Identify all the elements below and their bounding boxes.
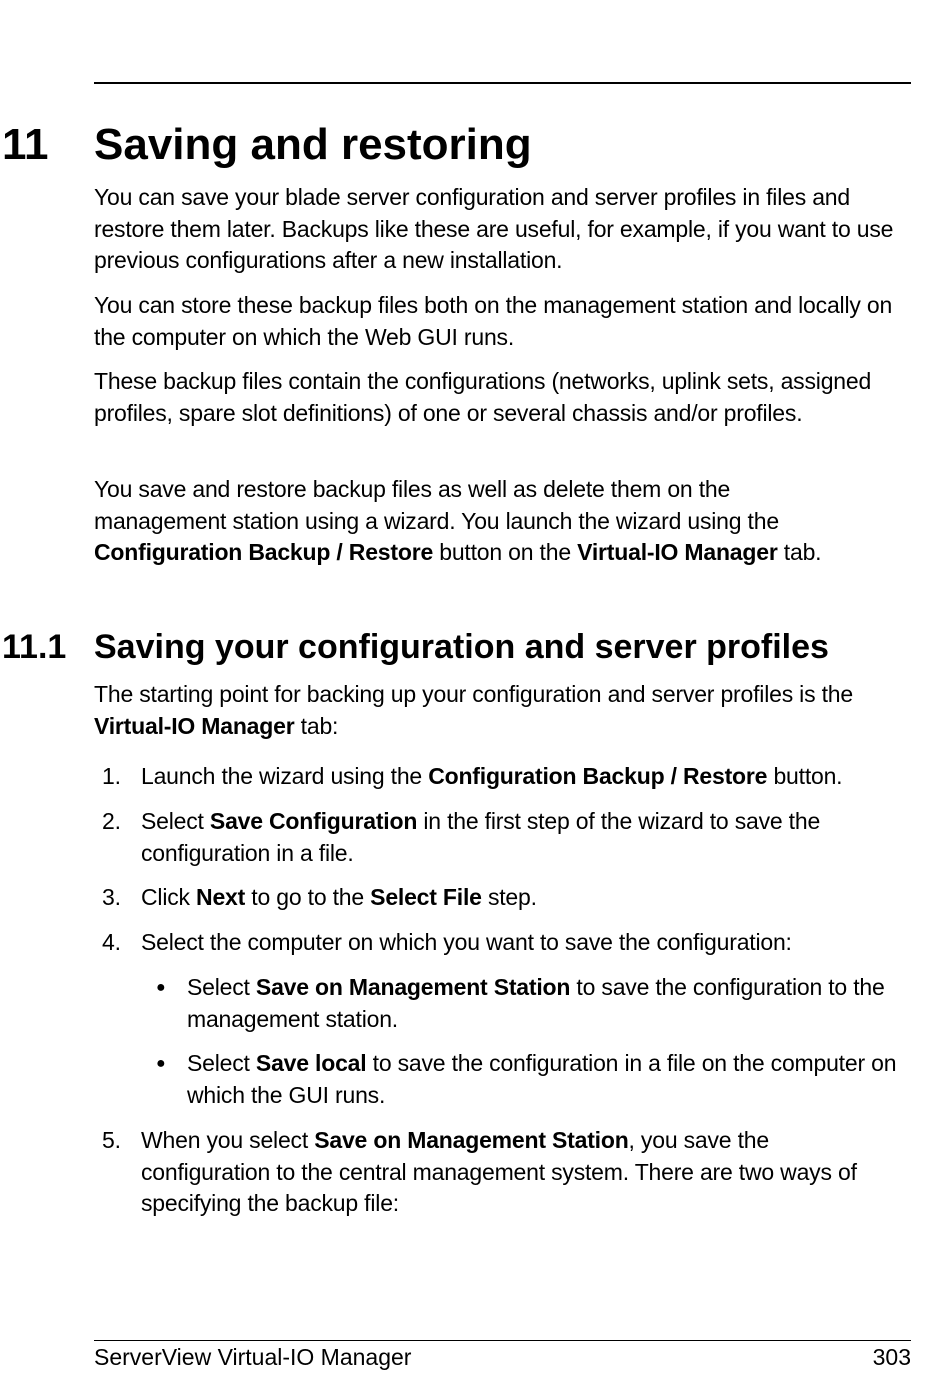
- step-text: Click Next to go to the Select File step.: [141, 884, 537, 910]
- intro-paragraph-4: You save and restore backup files as well as delete them on the management station using a wizard. You launch the wizard using the Configuration Backup / Restore button on the Virtual-IO Manager tab.: [94, 476, 822, 565]
- bullet-icon: ●: [156, 1055, 166, 1072]
- intro-paragraph-3: These backup files contain the configurations (networks, uplink sets, assigned profiles, spare slot definitions) of one or several chassis and/or profiles.: [94, 368, 872, 426]
- step-text: Select the computer on which you want to save the configuration:: [141, 929, 792, 955]
- step-text: Launch the wizard using the Configuration Backup / Restore button.: [141, 763, 843, 789]
- intro-paragraph-1: You can save your blade server configuration and server profiles in files and restore them later. Backups like these are useful, for example, if you want to use previous configurations after a new installation.: [94, 184, 894, 273]
- intro-paragraph-2: You can store these backup files both on the management station and locally on the computer on which the Web GUI runs.: [94, 292, 893, 350]
- step-text: When you select Save on Management Station, you save the configuration to the central management system. There are two ways of specifying the backup file:: [141, 1127, 857, 1216]
- bullet-text: Select Save local to save the configuration in a file on the computer on which the GUI runs.: [187, 1050, 897, 1108]
- footer-rule: [94, 1340, 911, 1341]
- section-title: Saving your configuration and server profiles: [94, 628, 829, 666]
- header-rule: [94, 82, 911, 84]
- bullet-icon: ●: [156, 979, 166, 996]
- chapter-title: Saving and restoring: [94, 120, 532, 169]
- step-text: Select Save Configuration in the first step of the wizard to save the configuration in a file.: [141, 808, 821, 866]
- step-number: 5.: [102, 1127, 121, 1153]
- footer-product-name: ServerView Virtual-IO Manager: [94, 1344, 412, 1370]
- step-number: 3.: [102, 884, 121, 910]
- section-intro-paragraph: The starting point for backing up your configuration and server profiles is the Virtual-IO Manager tab:: [94, 681, 853, 739]
- section-number: 11.1: [2, 628, 67, 666]
- chapter-number: 11: [2, 120, 49, 169]
- bullet-text: Select Save on Management Station to save the configuration to the management station.: [187, 974, 885, 1032]
- step-number: 2.: [102, 808, 121, 834]
- step-number: 4.: [102, 929, 121, 955]
- page-number: 303: [872, 1344, 911, 1370]
- step-number: 1.: [102, 763, 121, 789]
